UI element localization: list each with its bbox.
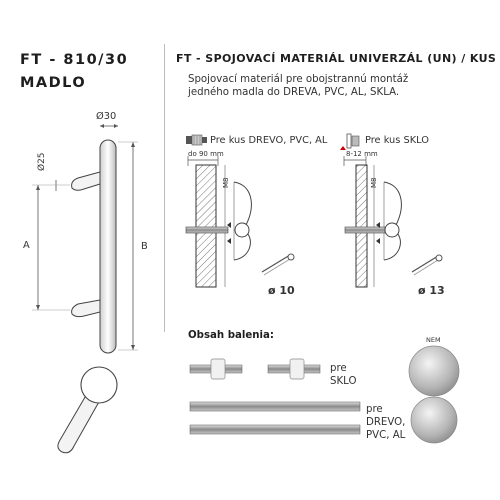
drill-bit-icon xyxy=(412,255,442,275)
bolt xyxy=(186,227,228,233)
cap-label: NEM xyxy=(426,336,441,344)
glass-panel xyxy=(356,165,367,287)
threaded-rod xyxy=(190,425,360,434)
label-line: DREVO, xyxy=(366,417,406,428)
dimension-a-label: A xyxy=(23,240,30,251)
handle-outline xyxy=(234,182,251,225)
section-title: FT - SPOJOVACÍ MATERIÁL UNIVERZÁL (UN) / KUS xyxy=(176,52,497,65)
wood-package-label xyxy=(366,403,405,442)
diameter-label: Ø30 xyxy=(96,111,117,122)
wood-drill-label: ø 10 xyxy=(268,284,295,297)
product-name: MADLO xyxy=(20,75,87,91)
wood-thickness-label: do 90 mm xyxy=(188,150,224,158)
wood-panel xyxy=(196,165,216,287)
glass-bolt xyxy=(190,359,242,379)
glass-thickness-label: 8-12 mm xyxy=(346,150,378,158)
label-line: SKLO xyxy=(330,376,357,387)
rosette-cap xyxy=(409,346,459,396)
glass-bolt xyxy=(268,359,320,379)
wood-thread-label: M8 xyxy=(222,177,230,188)
threaded-rod xyxy=(190,402,360,411)
glass-drill-label: ø 13 xyxy=(418,284,445,297)
description-line: Spojovací materiál pre obojstrannú montáž xyxy=(188,74,409,85)
product-code: FT - 810/30 xyxy=(20,52,129,68)
wood-mount-label: Pre kus DREVO, PVC, AL xyxy=(210,135,328,146)
label-line: pre xyxy=(330,363,347,374)
glass-mount-label: Pre kus SKLO xyxy=(365,135,429,146)
standoff-diameter-label: Ø25 xyxy=(37,152,47,171)
dimension-b-label: B xyxy=(141,241,148,252)
label-line: pre xyxy=(366,404,383,415)
glass-thread-label: M8 xyxy=(370,177,378,188)
package-title: Obsah balenia: xyxy=(188,330,274,341)
rosette-cap xyxy=(411,397,457,443)
screw-icon xyxy=(186,135,207,145)
drill-bit-icon xyxy=(262,254,294,275)
label-line: PVC, AL xyxy=(366,430,406,441)
glass-icon xyxy=(340,134,359,150)
description-line: jedného madla do DREVA, PVC, AL, SKLA. xyxy=(188,87,400,98)
glass-package-label xyxy=(330,362,356,388)
